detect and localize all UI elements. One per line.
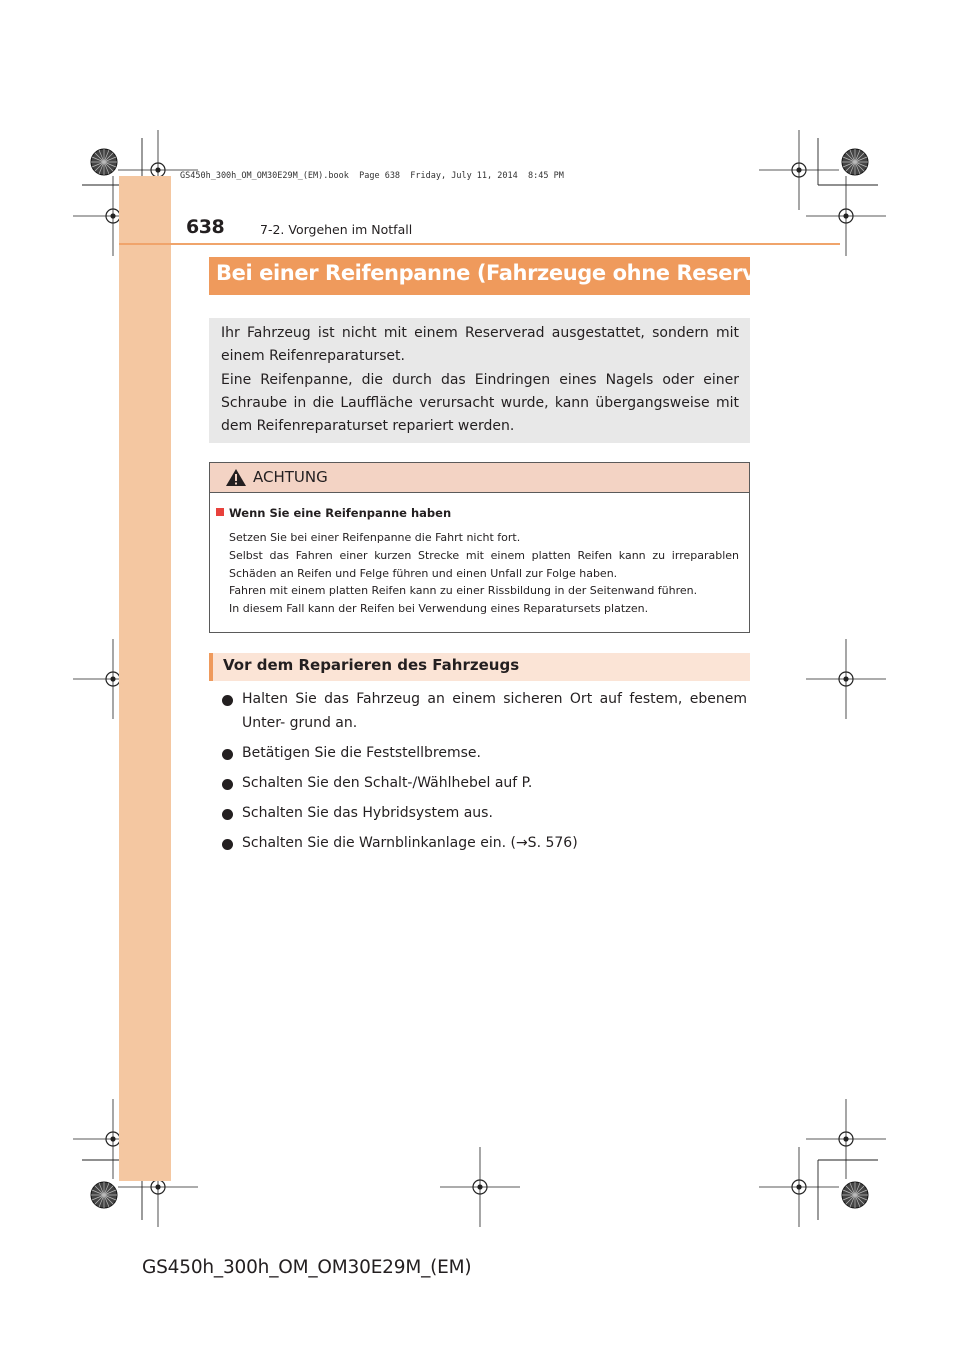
page-title: Bei einer Reifenpanne (Fahrzeuge ohne Reserverad) xyxy=(216,261,817,285)
list-item-text: Schalten Sie den Schalt-/Wählhebel auf P. xyxy=(242,774,533,791)
list-item xyxy=(222,772,747,796)
warning-line: Fahren mit einem platten Reifen kann zu einer Rissbildung in der Seitenwand führen. xyxy=(229,584,698,598)
warning-line: Selbst das Fahren einer kurzen Strecke mit einem platten Reifen kann zu irreparablen Schäden an Reifen und Felge führen und einen Unfall zur Folge haben. xyxy=(229,548,739,580)
book-info: GS450h_300h_OM_OM30E29M_(EM).book Page 638 Friday, July 11, 2014 8:45 PM xyxy=(180,171,564,181)
registration-wheel xyxy=(842,1182,868,1208)
bullet-dot-icon xyxy=(222,779,233,790)
intro-box xyxy=(209,318,750,443)
page-number: 638 xyxy=(186,216,225,238)
warning-line: In diesem Fall kann der Reifen bei Verwendung eines Reparatursets platzen. xyxy=(229,602,649,616)
intro-paragraph: Ihr Fahrzeug ist nicht mit einem Reserverad ausgestattet, sondern mit einem Reifenreparaturset. xyxy=(221,325,739,365)
list-item-text: Schalten Sie das Hybridsystem aus. xyxy=(242,804,493,821)
chapter-sidebar xyxy=(119,176,171,1181)
list-item xyxy=(222,688,747,735)
list-item-text: Betätigen Sie die Feststellbremse. xyxy=(242,744,481,761)
section-label: 7-2. Vorgehen im Notfall xyxy=(260,222,413,237)
registration-cross xyxy=(440,1147,520,1227)
warning-box xyxy=(209,462,750,633)
bullet-dot-icon xyxy=(222,749,233,760)
bullet-list xyxy=(222,688,747,862)
bullet-dot-icon xyxy=(222,695,233,706)
warning-header xyxy=(210,463,749,493)
footer-code: GS450h_300h_OM_OM30E29M_(EM) xyxy=(142,1257,472,1278)
list-item xyxy=(222,742,747,766)
warning-triangle-icon xyxy=(225,468,247,491)
registration-wheel xyxy=(91,149,117,175)
registration-cross xyxy=(806,639,886,719)
warning-line: Setzen Sie bei einer Reifenpanne die Fahrt nicht fort. xyxy=(229,531,521,544)
red-square-icon xyxy=(216,508,224,516)
warning-body xyxy=(229,529,739,618)
warning-title: ACHTUNG xyxy=(253,468,328,486)
registration-cross xyxy=(759,130,839,210)
subsection-title: Vor dem Reparieren des Fahrzeugs xyxy=(223,656,520,674)
intro-paragraph: Eine Reifenpanne, die durch das Eindringen eines Nagels oder einer Schraube in die Lauffläche verursacht wurde, kann übergangsweise mit dem Reifenreparaturset repariert werden. xyxy=(221,371,739,435)
registration-wheel xyxy=(91,1182,117,1208)
list-item xyxy=(222,832,747,856)
warning-subheading xyxy=(216,506,451,520)
registration-wheel xyxy=(842,149,868,175)
list-item-text: Halten Sie das Fahrzeug an einem sicheren Ort auf festem, ebenem Unter- grund an. xyxy=(242,691,747,731)
list-item xyxy=(222,802,747,826)
bullet-dot-icon xyxy=(222,839,233,850)
registration-cross xyxy=(759,1147,839,1227)
subsection-accent xyxy=(209,653,213,681)
warning-subheading-text: Wenn Sie eine Reifenpanne haben xyxy=(229,506,452,520)
list-item-text: Schalten Sie die Warnblinkanlage ein. (→S. 576) xyxy=(242,834,578,851)
bullet-dot-icon xyxy=(222,809,233,820)
header-rule xyxy=(119,243,840,245)
